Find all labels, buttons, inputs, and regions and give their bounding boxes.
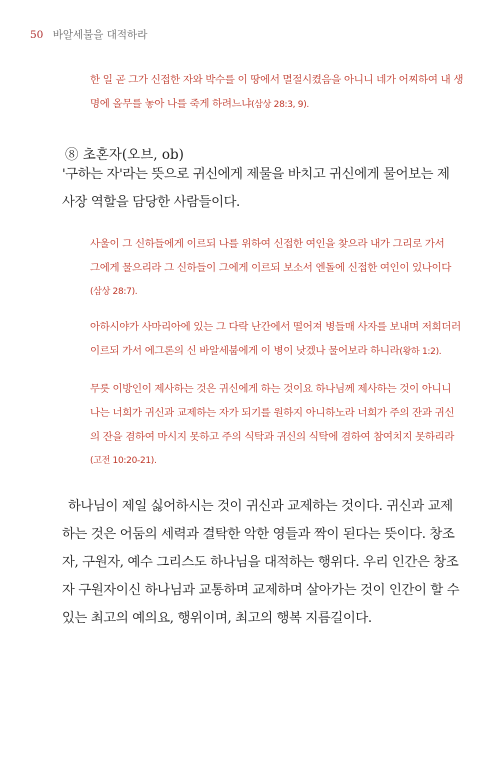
scripture-reference: (고전 10:20-21). [90,456,157,466]
book-title: 바알세불을 대적하라 [52,29,148,41]
scripture-quote-1 [90,68,464,117]
running-header [30,27,147,42]
paragraph-line: 하나님이 제일 싫어하시는 것이 귀신과 교제하는 것이다. 귀신과 교제 [68,499,453,514]
paragraph-line: 있는 최고의 예의요, 행위이며, 최고의 행복 지름길이다. [62,611,372,626]
quote-line: 의 잔을 겸하여 마시지 못하고 주의 식탁과 귀신의 식탁에 겸하여 참여치지 못하리라 [90,431,455,443]
paragraph-line: 자, 구원자, 예수 그리스도 하나님을 대적하는 행위다. 우리 인간은 창조 [62,555,459,570]
quote-line: 아하시야가 사마리아에 있는 그 다락 난간에서 떨어져 병들매 사자를 보내며 저희더러 [90,321,461,333]
section-heading [65,143,184,163]
definition-paragraph [62,161,449,217]
paragraph-line: 자 구원자이신 하나님과 교통하며 교제하며 살아가는 것이 인간이 할 수 [62,583,460,598]
paragraph-line: '구하는 자'라는 뜻으로 귀신에게 제물을 바치고 귀신에게 물어보는 제 [62,167,450,182]
closing-paragraph [62,493,460,633]
paragraph-line: 하는 것은 어둠의 세력과 결탁한 악한 영들과 짝이 된다는 뜻이다. 창조 [62,527,455,542]
page-number: 50 [30,29,44,41]
scripture-reference: (삼상 28:3, 9). [251,100,309,110]
quote-line [90,339,442,364]
quote-text: 명에 올무를 놓아 나를 죽게 하려느냐 [90,98,252,110]
quote-line: 나는 너희가 귀신과 교제하는 자가 되기를 원하지 아니하노라 너희가 주의 잔과 귀신 [90,407,455,419]
scripture-quote-3 [90,315,461,364]
scripture-reference: (왕하 1:2). [399,347,442,357]
quote-line: 무릇 이방인이 제사하는 것은 귀신에게 하는 것이요 하나님께 제사하는 것이 아니니 [90,383,452,395]
section-title: 초혼자(오브, ob) [82,147,184,163]
quote-line [90,92,442,117]
paragraph-line: 사장 역할을 담당한 사람들이다. [62,195,240,210]
quote-line: 한 일 곧 그가 신접한 자와 박수를 이 땅에서 멸절시켰음을 아니니 네가 어찌하여 내 생 [90,74,464,86]
scripture-quote-2 [90,232,452,304]
quote-text: 이르되 가서 에그론의 신 바알세붑에게 이 병이 낫겠나 물어보라 하니라 [90,345,400,357]
section-number: ⑧ [65,147,79,163]
quote-line: 사울이 그 신하들에게 이르되 나를 위하여 신접한 여인을 찾으라 내가 그리로 가서 [90,238,445,250]
scripture-reference: (삼상 28:7). [90,287,138,297]
quote-line: 그에게 물으리라 그 신하들이 그에게 이르되 보소서 엔돌에 신접한 여인이 있나이다 [90,262,452,274]
scripture-quote-4 [90,377,455,473]
